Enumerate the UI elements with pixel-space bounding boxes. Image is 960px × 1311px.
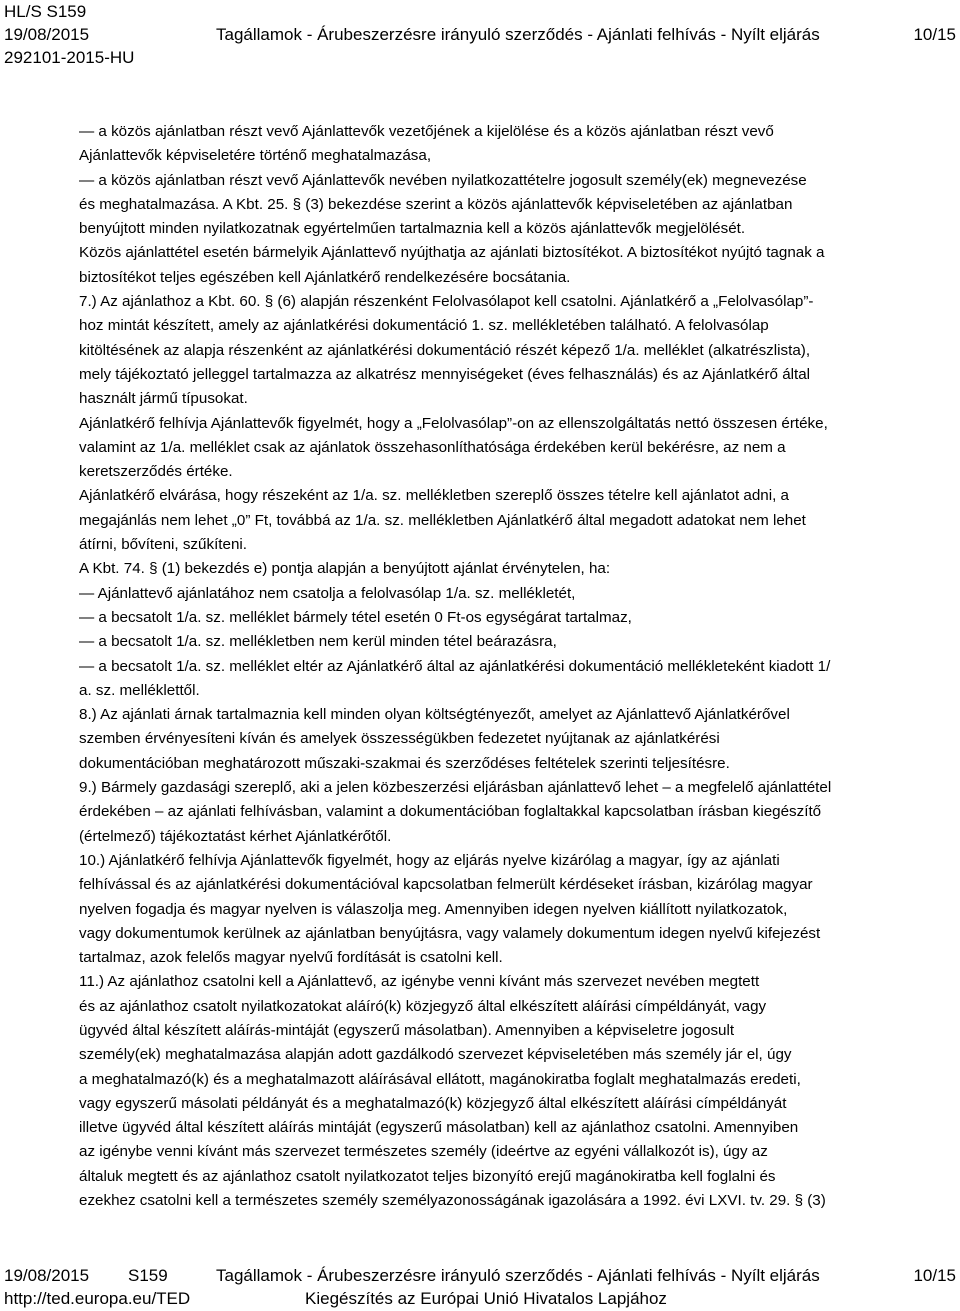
- body-line: tartalmaz, azok felelős magyar nyelvű fordítását is csatolni kell.: [79, 949, 503, 967]
- body-line: vagy egyszerű másolati példányát és a meghatalmazó(k) közjegyző által elkészített aláírási címpéldányát: [79, 1094, 787, 1112]
- body-line: Közös ajánlattétel esetén bármelyik Ajánlattevő nyújthatja az ajánlati biztosítékot. A biztosítékot nyújtó tagnak a: [79, 244, 825, 262]
- body-line: 8.) Az ajánlati árnak tartalmaznia kell minden olyan költségtényezőt, amelyet az Ajánlattevő Ajánlatkérővel: [79, 706, 790, 724]
- body-line: 7.) Az ajánlathoz a Kbt. 60. § (6) alapján részenként Felolvasólapot kell csatolni. Ajánlatkérő a „Felolvasólap”-: [79, 293, 814, 311]
- body-line: — a becsatolt 1/a. sz. melléklet bármely tétel esetén 0 Ft-os egységárat tartalmaz,: [79, 608, 632, 626]
- body-line: a. sz. melléklettől.: [79, 681, 200, 699]
- body-line: illetve ügyvéd által készített aláírás mintáját (egyszerű másolatban) kell az ajánlathoz csatolni. Amennyiben: [79, 1119, 799, 1137]
- body-line: ügyvéd által készített aláírás-mintáját (egyszerű másolatban). Amennyiben a képviseletre jogosult: [79, 1021, 735, 1039]
- body-line: 9.) Bármely gazdasági szereplő, aki a jelen közbeszerzési eljárásban ajánlattevő lehet – a megfelelő ajánlattétel: [79, 779, 832, 797]
- body-line: hoz mintát készített, amely az ajánlatkérési dokumentáció 1. sz. mellékletében található. A felolvasólap: [79, 317, 769, 335]
- body-line: felhívással és az ajánlatkérési dokumentációval kapcsolatban felmerült kérdéseket írásban, kizárólag magyar: [79, 876, 813, 894]
- body-line: személy(ek) meghatalmazása alapján adott gazdálkodó szervezet képviseletében más személy jár el, úgy: [79, 1046, 792, 1064]
- body-line: — a becsatolt 1/a. sz. mellékletben nem kerül minden tétel beárazásra,: [79, 633, 557, 651]
- document-body: [79, 120, 957, 1213]
- footer-date: 19/08/2015: [4, 1266, 90, 1285]
- body-line: átírni, bővíteni, szűkíteni.: [79, 536, 247, 554]
- header-series: HL/S S159: [4, 2, 87, 21]
- body-line: érdekében – az ajánlati felhívásban, valamint a dokumentációban foglaltakkal kapcsolatban írásban kiegészítő: [79, 803, 822, 821]
- body-line: dokumentációban meghatározott műszaki-szakmai és szerződéses feltételek szerinti teljesítésre.: [79, 754, 730, 772]
- page-footer: [0, 1264, 960, 1310]
- body-line: szemben érvényesíteni kíván és amelyek összességükben fedezetet nyújtanak az ajánlatkérési: [79, 730, 720, 748]
- body-line: általuk megtett és az ajánlathoz csatolt nyilatkozatot teljes bizonyító erejű magánokiratba kell foglalni és: [79, 1167, 776, 1185]
- body-line: keretszerződés értéke.: [79, 463, 233, 481]
- body-line: mely tájékoztató jelleggel tartalmazza az alkatrész mennyiségeket (éves felhasználás) és az Ajánlatkérő által: [79, 365, 811, 383]
- body-line: a meghatalmazó(k) és a meghatalmazott aláírásával ellátott, magánokiratba foglalt meghatalmazás eredeti,: [79, 1070, 801, 1088]
- body-line: (értelmező) tájékoztatást kérhet Ajánlatkérőtől.: [79, 827, 392, 845]
- footer-title: Tagállamok - Árubeszerzésre irányuló szerződés - Ajánlati felhívás - Nyílt eljárás: [216, 1266, 820, 1285]
- header-title: Tagállamok - Árubeszerzésre irányuló szerződés - Ajánlati felhívás - Nyílt eljárás: [216, 25, 820, 44]
- footer-supplement: Kiegészítés az Európai Unió Hivatalos Lapjához: [305, 1289, 667, 1308]
- body-line: vagy dokumentumok kerülnek az ajánlatban benyújtásra, vagy valamely dokumentum idegen nyelvű kifejezést: [79, 924, 821, 942]
- body-line: valamint az 1/a. melléklet csak az ajánlatok összehasonlíthatósága érdekében kerül bekérésre, az nem a: [79, 438, 786, 456]
- body-line: ezekhez csatolni kell a természetes személy személyazonosságának igazolására a 1992. évi LXVI. tv. 29. § (3): [79, 1192, 826, 1210]
- body-line: biztosítékot teljes egészében kell Ajánlatkérő rendelkezésére bocsátania.: [79, 268, 571, 286]
- header-page-number: 10/15: [913, 25, 956, 44]
- body-line: — a közös ajánlatban részt vevő Ajánlattevők vezetőjének a kijelölése és a közös ajánlatban részt vevő: [79, 123, 774, 140]
- body-line: használt jármű típusokat.: [79, 390, 248, 408]
- page-header: [0, 0, 960, 69]
- body-line: — a közös ajánlatban részt vevő Ajánlattevők nevében nyilatkozattételre jogosult személy(ek) megnevezése: [79, 171, 807, 189]
- header-date: 19/08/2015: [4, 25, 90, 44]
- body-line: — a becsatolt 1/a. sz. melléklet eltér az Ajánlatkérő által az ajánlatkérési dokumentáció mellékleteként kiadott 1/: [79, 657, 831, 675]
- body-line: kitöltésének az alapja részenként az ajánlatkérési dokumentáció részét képező 1/a. melléklet (alkatrészlista),: [79, 341, 811, 359]
- body-line: 11.) Az ajánlathoz csatolni kell a Ajánlattevő, az igénybe venni kívánt más szervezet nevében megtett: [79, 973, 760, 991]
- body-line: Ajánlatkérő felhívja Ajánlattevők figyelmét, hogy a „Felolvasólap”-on az ellenszolgáltatás nettó összesen értéke,: [79, 414, 828, 432]
- body-line: — Ajánlattevő ajánlatához nem csatolja a felolvasólap 1/a. sz. mellékletét,: [79, 584, 576, 602]
- footer-url-link[interactable]: http://ted.europa.eu/TED: [4, 1289, 191, 1308]
- body-line: Ajánlatkérő elvárása, hogy részeként az 1/a. sz. mellékletben szereplő összes tételre kell ajánlatot adni, a: [79, 487, 789, 505]
- body-line: és meghatalmazása. A Kbt. 25. § (3) bekezdése szerint a közös ajánlattevők képviseletében az ajánlatban: [79, 195, 793, 213]
- body-line: A Kbt. 74. § (1) bekezdés e) pontja alapján a benyújtott ajánlat érvénytelen, ha:: [79, 560, 611, 578]
- footer-page-number: 10/15: [913, 1266, 956, 1285]
- footer-series: S159: [128, 1266, 168, 1285]
- body-line: Ajánlattevők képviseletére történő meghatalmazása,: [79, 147, 432, 165]
- body-line: 10.) Ajánlatkérő felhívja Ajánlattevők figyelmét, hogy az eljárás nyelve kizárólag a magyar, így az ajánlati: [79, 851, 780, 869]
- body-line: az igénybe venni kívánt más szervezet természetes személy (ideértve az egyéni vállalkozót is), úgy az: [79, 1143, 768, 1161]
- body-line: megajánlás nem lehet „0” Ft, továbbá az 1/a. sz. mellékletben Ajánlatkérő által megadott adatokat nem lehet: [79, 511, 806, 529]
- header-notice-id: 292101-2015-HU: [4, 48, 135, 67]
- body-line: nyelven fogadja és magyar nyelven is válaszolja meg. Amennyiben idegen nyelven kiállított nyilatkozatok,: [79, 900, 788, 918]
- body-line: benyújtott minden nyilatkozatnak egyértelműen tartalmaznia kell a közös ajánlattevők megjelölését.: [79, 220, 746, 238]
- body-line: és az ajánlathoz csatolt nyilatkozatokat aláíró(k) közjegyző által elkészített aláírási címpéldányát, vagy: [79, 997, 767, 1015]
